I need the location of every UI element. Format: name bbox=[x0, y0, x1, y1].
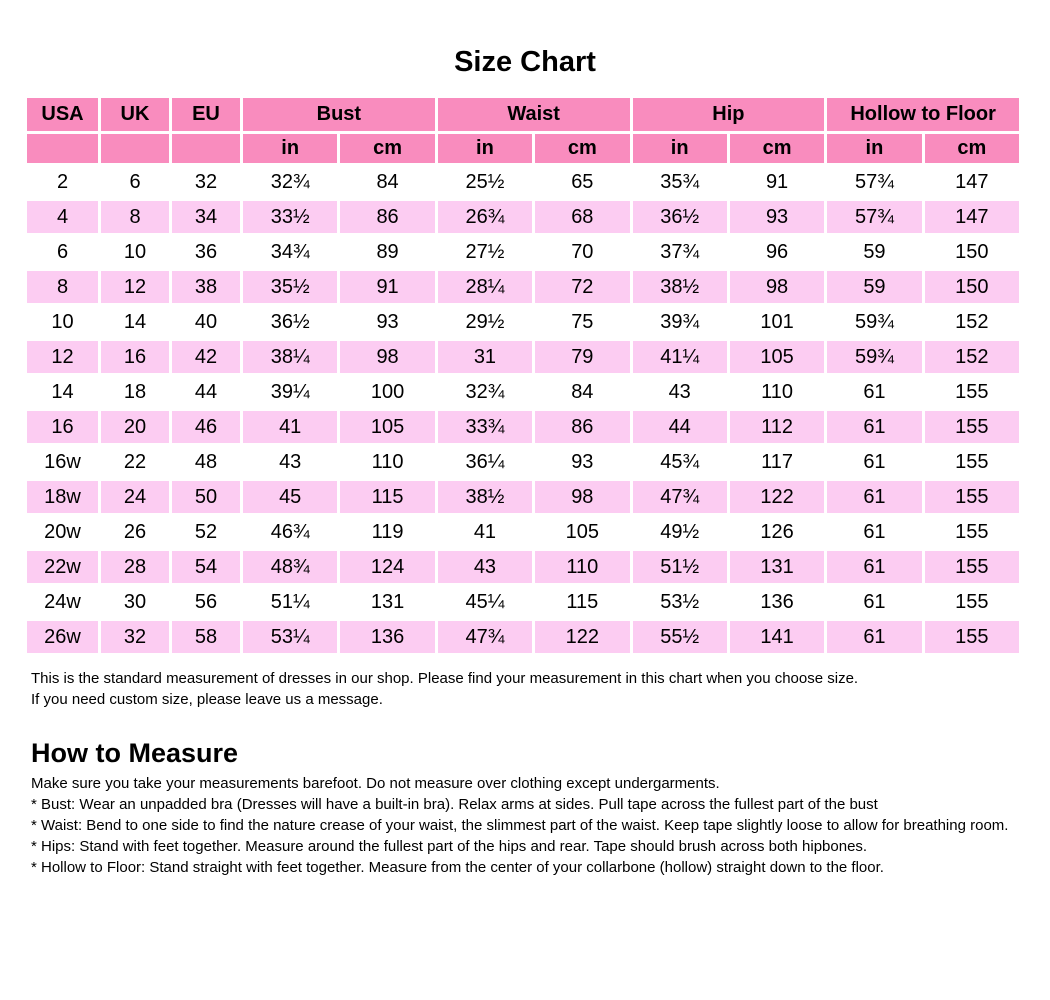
table-cell: 48¾ bbox=[243, 551, 337, 583]
table-cell: 25½ bbox=[438, 166, 532, 198]
table-cell: 50 bbox=[172, 481, 240, 513]
table-cell: 16 bbox=[101, 341, 169, 373]
table-cell: 150 bbox=[925, 236, 1019, 268]
table-cell: 26¾ bbox=[438, 201, 532, 233]
table-cell: 14 bbox=[27, 376, 98, 408]
table-cell: 35¾ bbox=[633, 166, 727, 198]
table-cell: 6 bbox=[101, 166, 169, 198]
measure-bullet: * Waist: Bend to one side to find the nature crease of your waist, the slimmest part of the waist. Keep tape slightly loose to allow for breathing room. bbox=[31, 817, 1009, 834]
table-row bbox=[27, 446, 1019, 478]
table-header-groups-row bbox=[27, 98, 1019, 131]
page-title: Size Chart bbox=[454, 46, 596, 78]
unit-header: in bbox=[243, 134, 337, 163]
table-cell: 110 bbox=[730, 376, 824, 408]
table-cell: 28¼ bbox=[438, 271, 532, 303]
table-cell: 124 bbox=[340, 551, 434, 583]
table-cell: 155 bbox=[925, 481, 1019, 513]
table-cell: 38½ bbox=[438, 481, 532, 513]
table-cell: 58 bbox=[172, 621, 240, 653]
table-cell: 59 bbox=[827, 271, 921, 303]
table-cell: 47¾ bbox=[633, 481, 727, 513]
table-cell: 61 bbox=[827, 516, 921, 548]
table-cell: 155 bbox=[925, 376, 1019, 408]
table-row bbox=[27, 586, 1019, 618]
table-cell: 35½ bbox=[243, 271, 337, 303]
table-cell: 49½ bbox=[633, 516, 727, 548]
table-cell: 61 bbox=[827, 551, 921, 583]
table-cell: 44 bbox=[172, 376, 240, 408]
table-cell: 105 bbox=[535, 516, 629, 548]
table-row bbox=[27, 551, 1019, 583]
size-chart-table bbox=[24, 95, 1022, 656]
table-row bbox=[27, 481, 1019, 513]
table-cell: 55½ bbox=[633, 621, 727, 653]
table-cell: 43 bbox=[633, 376, 727, 408]
table-cell: 59¾ bbox=[827, 341, 921, 373]
table-cell: 43 bbox=[438, 551, 532, 583]
table-row bbox=[27, 516, 1019, 548]
table-cell: 105 bbox=[730, 341, 824, 373]
table-cell: 56 bbox=[172, 586, 240, 618]
table-cell: 8 bbox=[101, 201, 169, 233]
table-cell: 70 bbox=[535, 236, 629, 268]
table-cell: 110 bbox=[535, 551, 629, 583]
table-cell: 155 bbox=[925, 446, 1019, 478]
table-cell: 86 bbox=[535, 411, 629, 443]
table-cell: 117 bbox=[730, 446, 824, 478]
column-group-header: Bust bbox=[243, 98, 435, 131]
table-cell: 4 bbox=[27, 201, 98, 233]
table-cell: 86 bbox=[340, 201, 434, 233]
table-cell: 61 bbox=[827, 481, 921, 513]
table-cell: 10 bbox=[27, 306, 98, 338]
table-cell: 59¾ bbox=[827, 306, 921, 338]
table-cell: 136 bbox=[730, 586, 824, 618]
table-cell: 152 bbox=[925, 341, 1019, 373]
table-cell: 36½ bbox=[633, 201, 727, 233]
unit-header bbox=[27, 134, 98, 163]
table-cell: 2 bbox=[27, 166, 98, 198]
measure-bullet: * Hollow to Floor: Stand straight with feet together. Measure from the center of your collarbone (hollow) straight down to the floor. bbox=[31, 859, 884, 876]
table-cell: 53½ bbox=[633, 586, 727, 618]
table-row bbox=[27, 411, 1019, 443]
table-cell: 45¾ bbox=[633, 446, 727, 478]
table-row bbox=[27, 201, 1019, 233]
table-cell: 61 bbox=[827, 446, 921, 478]
table-cell: 29½ bbox=[438, 306, 532, 338]
table-cell: 54 bbox=[172, 551, 240, 583]
measure-bullet: * Hips: Stand with feet together. Measure around the fullest part of the hips and rear. Tape should brush across both hipbones. bbox=[31, 838, 868, 855]
unit-header: cm bbox=[535, 134, 629, 163]
table-cell: 37¾ bbox=[633, 236, 727, 268]
table-cell: 79 bbox=[535, 341, 629, 373]
table-cell: 105 bbox=[340, 411, 434, 443]
how-to-measure-heading: How to Measure bbox=[31, 738, 239, 768]
table-cell: 147 bbox=[925, 166, 1019, 198]
table-cell: 84 bbox=[340, 166, 434, 198]
table-cell: 43 bbox=[243, 446, 337, 478]
table-cell: 44 bbox=[633, 411, 727, 443]
table-cell: 89 bbox=[340, 236, 434, 268]
table-cell: 147 bbox=[925, 201, 1019, 233]
table-cell: 101 bbox=[730, 306, 824, 338]
table-cell: 41 bbox=[243, 411, 337, 443]
measure-intro: Make sure you take your measurements barefoot. Do not measure over clothing except undergarments. bbox=[31, 775, 720, 792]
table-cell: 98 bbox=[730, 271, 824, 303]
table-cell: 57¾ bbox=[827, 201, 921, 233]
table-cell: 75 bbox=[535, 306, 629, 338]
table-cell: 24 bbox=[101, 481, 169, 513]
table-cell: 115 bbox=[340, 481, 434, 513]
table-cell: 33¾ bbox=[438, 411, 532, 443]
how-to-measure-body bbox=[31, 773, 1033, 878]
table-cell: 45 bbox=[243, 481, 337, 513]
table-cell: 84 bbox=[535, 376, 629, 408]
note-line-2: If you need custom size, please leave us a message. bbox=[31, 691, 383, 708]
unit-header: in bbox=[633, 134, 727, 163]
table-cell: 39¾ bbox=[633, 306, 727, 338]
table-cell: 141 bbox=[730, 621, 824, 653]
table-cell: 41¼ bbox=[633, 341, 727, 373]
table-cell: 131 bbox=[340, 586, 434, 618]
table-cell: 26 bbox=[101, 516, 169, 548]
table-cell: 53¼ bbox=[243, 621, 337, 653]
table-cell: 20 bbox=[101, 411, 169, 443]
table-row bbox=[27, 341, 1019, 373]
table-row bbox=[27, 621, 1019, 653]
table-cell: 150 bbox=[925, 271, 1019, 303]
size-chart-page bbox=[0, 46, 1050, 878]
measure-bullets bbox=[31, 794, 1033, 878]
table-cell: 31 bbox=[438, 341, 532, 373]
table-cell: 155 bbox=[925, 551, 1019, 583]
table-cell: 47¾ bbox=[438, 621, 532, 653]
table-cell: 122 bbox=[730, 481, 824, 513]
table-cell: 61 bbox=[827, 376, 921, 408]
table-cell: 16 bbox=[27, 411, 98, 443]
table-cell: 122 bbox=[535, 621, 629, 653]
table-cell: 36 bbox=[172, 236, 240, 268]
table-cell: 45¼ bbox=[438, 586, 532, 618]
column-group-header: Waist bbox=[438, 98, 630, 131]
unit-header bbox=[101, 134, 169, 163]
table-cell: 12 bbox=[101, 271, 169, 303]
unit-header: in bbox=[438, 134, 532, 163]
table-cell: 28 bbox=[101, 551, 169, 583]
table-cell: 115 bbox=[535, 586, 629, 618]
table-cell: 61 bbox=[827, 621, 921, 653]
table-cell: 32 bbox=[172, 166, 240, 198]
table-cell: 14 bbox=[101, 306, 169, 338]
table-cell: 98 bbox=[535, 481, 629, 513]
table-cell: 36¼ bbox=[438, 446, 532, 478]
table-cell: 152 bbox=[925, 306, 1019, 338]
table-cell: 10 bbox=[101, 236, 169, 268]
table-cell: 6 bbox=[27, 236, 98, 268]
table-row bbox=[27, 166, 1019, 198]
table-cell: 38¼ bbox=[243, 341, 337, 373]
table-cell: 68 bbox=[535, 201, 629, 233]
column-group-header: EU bbox=[172, 98, 240, 131]
table-cell: 18 bbox=[101, 376, 169, 408]
table-cell: 96 bbox=[730, 236, 824, 268]
table-cell: 93 bbox=[340, 306, 434, 338]
table-cell: 61 bbox=[827, 586, 921, 618]
table-body bbox=[27, 166, 1019, 653]
table-cell: 131 bbox=[730, 551, 824, 583]
table-cell: 38 bbox=[172, 271, 240, 303]
table-cell: 93 bbox=[535, 446, 629, 478]
table-cell: 72 bbox=[535, 271, 629, 303]
table-row bbox=[27, 376, 1019, 408]
column-group-header: Hip bbox=[633, 98, 825, 131]
table-cell: 30 bbox=[101, 586, 169, 618]
table-cell: 91 bbox=[730, 166, 824, 198]
table-cell: 42 bbox=[172, 341, 240, 373]
unit-header: in bbox=[827, 134, 921, 163]
column-group-header: Hollow to Floor bbox=[827, 98, 1019, 131]
table-cell: 65 bbox=[535, 166, 629, 198]
table-cell: 98 bbox=[340, 341, 434, 373]
table-cell: 112 bbox=[730, 411, 824, 443]
table-cell: 12 bbox=[27, 341, 98, 373]
table-cell: 38½ bbox=[633, 271, 727, 303]
table-cell: 51¼ bbox=[243, 586, 337, 618]
table-cell: 119 bbox=[340, 516, 434, 548]
table-cell: 33½ bbox=[243, 201, 337, 233]
table-row bbox=[27, 236, 1019, 268]
note-line-1: This is the standard measurement of dresses in our shop. Please find your measurement in this chart when you choose size. bbox=[31, 670, 859, 687]
unit-header bbox=[172, 134, 240, 163]
column-group-header: UK bbox=[101, 98, 169, 131]
unit-header: cm bbox=[340, 134, 434, 163]
table-cell: 18w bbox=[27, 481, 98, 513]
table-cell: 40 bbox=[172, 306, 240, 338]
table-cell: 126 bbox=[730, 516, 824, 548]
table-cell: 46¾ bbox=[243, 516, 337, 548]
table-cell: 34 bbox=[172, 201, 240, 233]
table-cell: 24w bbox=[27, 586, 98, 618]
table-cell: 110 bbox=[340, 446, 434, 478]
table-cell: 46 bbox=[172, 411, 240, 443]
table-cell: 22 bbox=[101, 446, 169, 478]
table-cell: 41 bbox=[438, 516, 532, 548]
table-cell: 136 bbox=[340, 621, 434, 653]
table-cell: 59 bbox=[827, 236, 921, 268]
table-cell: 39¼ bbox=[243, 376, 337, 408]
unit-header: cm bbox=[925, 134, 1019, 163]
table-cell: 34¾ bbox=[243, 236, 337, 268]
table-cell: 36½ bbox=[243, 306, 337, 338]
table-cell: 20w bbox=[27, 516, 98, 548]
table-header-units-row bbox=[27, 134, 1019, 163]
table-cell: 93 bbox=[730, 201, 824, 233]
table-cell: 91 bbox=[340, 271, 434, 303]
column-group-header: USA bbox=[27, 98, 98, 131]
table-cell: 26w bbox=[27, 621, 98, 653]
table-cell: 155 bbox=[925, 411, 1019, 443]
table-cell: 32 bbox=[101, 621, 169, 653]
table-cell: 57¾ bbox=[827, 166, 921, 198]
table-cell: 48 bbox=[172, 446, 240, 478]
measure-bullet: * Bust: Wear an unpadded bra (Dresses will have a built-in bra). Relax arms at sides. Pull tape across the fullest part of the bust bbox=[31, 796, 878, 813]
table-cell: 51½ bbox=[633, 551, 727, 583]
table-cell: 32¾ bbox=[438, 376, 532, 408]
table-cell: 52 bbox=[172, 516, 240, 548]
table-cell: 22w bbox=[27, 551, 98, 583]
table-cell: 155 bbox=[925, 621, 1019, 653]
table-row bbox=[27, 271, 1019, 303]
standard-measurement-notes bbox=[31, 668, 1033, 710]
table-header bbox=[27, 98, 1019, 163]
table-cell: 32¾ bbox=[243, 166, 337, 198]
table-row bbox=[27, 306, 1019, 338]
table-cell: 27½ bbox=[438, 236, 532, 268]
table-cell: 16w bbox=[27, 446, 98, 478]
table-cell: 61 bbox=[827, 411, 921, 443]
table-cell: 8 bbox=[27, 271, 98, 303]
table-cell: 155 bbox=[925, 516, 1019, 548]
table-cell: 100 bbox=[340, 376, 434, 408]
table-cell: 155 bbox=[925, 586, 1019, 618]
unit-header: cm bbox=[730, 134, 824, 163]
